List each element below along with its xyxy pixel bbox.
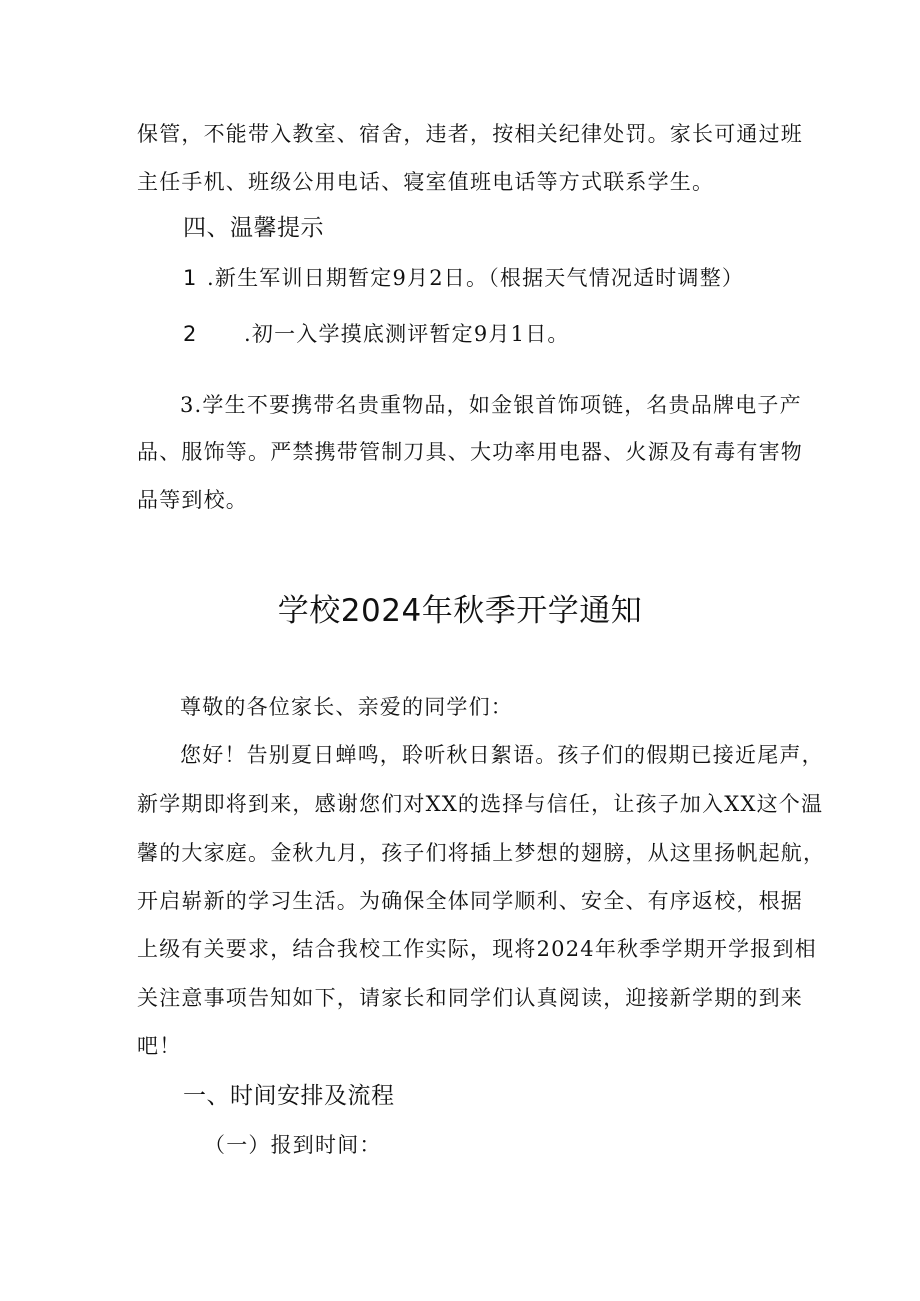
- paragraph-line: 品等到校。: [137, 488, 248, 512]
- subsection-heading: （一）报到时间：: [204, 1133, 382, 1157]
- paragraph-line: 上级有关要求，结合我校工作实际，现将2024年秋季学期开学报到相: [137, 937, 817, 961]
- paragraph-line: 主任手机、班级公用电话、寝室值班电话等方式联系学生。: [137, 170, 715, 194]
- notice-title: 学校2024年秋季开学通知: [277, 593, 643, 629]
- paragraph-line: 关注意事项告知如下，请家长和同学们认真阅读，迎接新学期的到来: [137, 986, 803, 1010]
- list-item-number: 1: [183, 266, 197, 290]
- paragraph-line: 新学期即将到来，感谢您们对XX的选择与信任，让孩子加入XX这个温: [137, 792, 824, 816]
- paragraph-line: 开启崭新的学习生活。为确保全体同学顺利、安全、有序返校，根据: [137, 889, 803, 913]
- paragraph-line: 保管，不能带入教室、宿舍，违者，按相关纪律处罚。家长可通过班: [137, 122, 803, 146]
- paragraph-line: 品、服饰等。严禁携带管制刀具、大功率用电器、火源及有毒有害物: [137, 440, 803, 464]
- section-heading-schedule: 一、时间安排及流程: [183, 1083, 395, 1109]
- list-item-text: .初一入学摸底测评暂定9月1日。: [244, 322, 570, 346]
- paragraph-line: 馨的大家庭。金秋九月，孩子们将插上梦想的翅膀，从这里扬帆起航，: [137, 841, 826, 865]
- greeting: 尊敬的各位家长、亲爱的同学们：: [180, 695, 513, 719]
- list-item-text: 3.学生不要携带名贵重物品，如金银首饰项链，名贵品牌电子产: [180, 393, 802, 417]
- list-item-text: .新生军训日期暂定9月2日。（根据天气情况适时调整）: [207, 266, 745, 290]
- list-item-number: 2: [183, 322, 197, 346]
- paragraph-line: 您好！告别夏日蝉鸣，聆听秋日絮语。孩子们的假期已接近尾声，: [180, 743, 824, 767]
- paragraph-line: 吧！: [137, 1034, 182, 1058]
- section-heading-tips: 四、温馨提示: [183, 215, 324, 241]
